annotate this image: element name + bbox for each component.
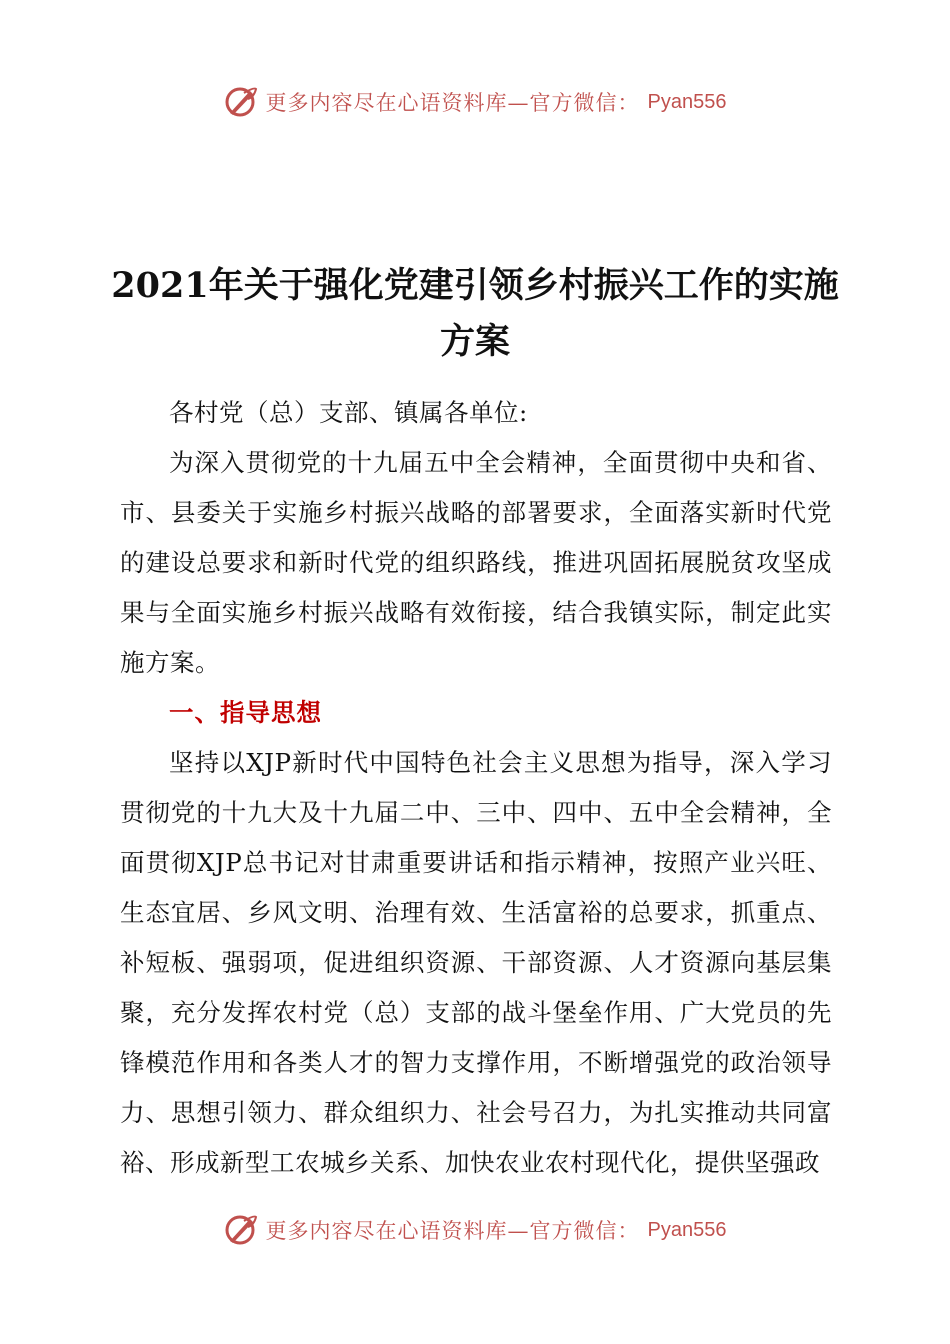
intro-paragraph: 为深入贯彻党的十九届五中全会精神，全面贯彻中央和省、市、县委关于实施乡村振兴战略的部署要求，全面落实新时代党的建设总要求和新时代党的组织路线，推进巩固拓展脱贫攻坚成果与全面实施乡村振兴战略有效衔接，结合我镇实际，制定此实施方案。 [120,448,832,677]
quill-pen-logo-icon [224,85,258,119]
watermark-text: 更多内容尽在心语资料库—官方微信： [265,91,640,115]
watermark-wechat-id: Pyan556 [647,90,727,113]
header-watermark [0,80,950,124]
document-title: 2021年关于强化党建引领乡村振兴工作的实施方案 [111,265,839,362]
salutation: 各村党（总）支部、镇属各单位: [169,398,528,427]
section-heading-guiding-ideology: 一、指导思想 [169,698,322,727]
watermark-wechat-id: Pyan556 [647,1218,727,1241]
quill-pen-logo-icon [224,1213,258,1247]
document-body [120,388,832,1188]
watermark-text: 更多内容尽在心语资料库—官方微信： [265,1219,640,1243]
footer-watermark [0,1208,950,1252]
section-body-guiding-ideology: 坚持以XJP新时代中国特色社会主义思想为指导，深入学习贯彻党的十九大及十九届二中、三中、四中、五中全会精神，全面贯彻XJP总书记对甘肃重要讲话和指示精神，按照产业兴旺、生态宜居、乡风文明、治理有效、生活富裕的总要求，抓重点、补短板、强弱项，促进组织资源、干部资源、人才资源向基层集聚，充分发挥农村党（总）支部的战斗堡垒作用、广大党员的先锋模范作用和各类人才的智力支撑作用，不断增强党的政治领导力、思想引领力、群众组织力、社会号召力，为扎实推动共同富裕、形成新型工农城乡关系、加快农业农村现代化，提供坚强政 [120,748,832,1177]
